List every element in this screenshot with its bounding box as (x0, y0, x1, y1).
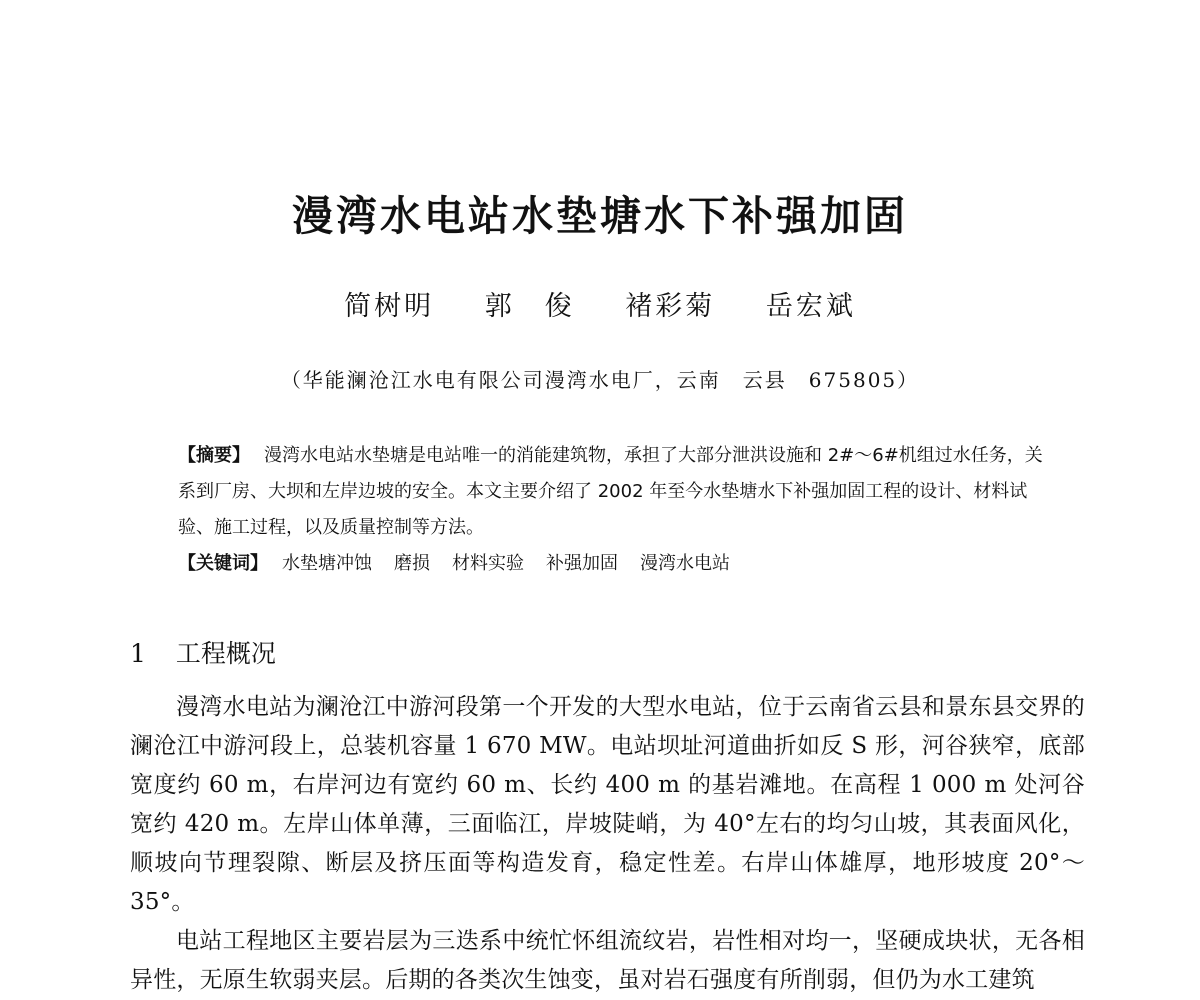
paper-title: 漫湾水电站水垫塘水下补强加固 (292, 192, 908, 240)
affiliation: （华能澜沧江水电有限公司漫湾水电厂，云南 云县 675805） (280, 368, 920, 392)
keywords-label: 【关键词】 (178, 553, 268, 574)
section-number: 1 (130, 639, 146, 668)
author-name: 褚彩菊 (625, 291, 716, 322)
keyword: 磨损 (394, 553, 430, 574)
author-name: 岳宏斌 (765, 291, 856, 322)
abstract (178, 438, 1048, 546)
keyword: 补强加固 (546, 553, 618, 574)
keyword: 漫湾水电站 (640, 553, 730, 574)
section-title: 工程概况 (175, 639, 276, 668)
section-heading (130, 634, 276, 670)
abstract-label: 【摘要】 (178, 445, 250, 466)
author-name: 郭 俊 (484, 291, 575, 322)
keywords (178, 546, 1048, 582)
body-text (130, 688, 1085, 1000)
body-paragraph: 电站工程地区主要岩层为三迭系中统忙怀组流纹岩，岩性相对均一，坚硬成块状，无各相异性，无原生软弱夹层。后期的各类次生蚀变，虽对岩石强度有所削弱，但仍为水工建筑 (130, 928, 1085, 993)
body-paragraph: 漫湾水电站为澜沧江中游河段第一个开发的大型水电站，位于云南省云县和景东县交界的澜沧江中游河段上，总装机容量 1 670 MW。电站坝址河道曲折如反 S 形，河谷狭窄，底部宽度约 60 m，右岸河边有宽约 60 m、长约 400 m 的基岩滩地。在高程 1 000 m 处河谷宽约 420 m。左岸山体单薄，三面临江，岸坡陡峭，为 40°左右的均匀山坡，其表面风化，顺坡向节理裂隙、断层及挤压面等构造发育，稳定性差。右岸山体雄厚，地形坡度 20°～35°。 (130, 694, 1085, 915)
author-list (0, 284, 1200, 323)
abstract-text: 漫湾水电站水垫塘是电站唯一的消能建筑物，承担了大部分泄洪设施和 2#～6#机组过水任务，关系到厂房、大坝和左岸边坡的安全。本文主要介绍了 2002 年至今水垫塘水下补强加固工程的设计、材料试验、施工过程，以及质量控制等方法。 (178, 445, 1043, 538)
keyword: 水垫塘冲蚀 (282, 553, 372, 574)
abstract-block (178, 438, 1048, 582)
keyword: 材料实验 (452, 553, 524, 574)
author-name: 简树明 (344, 291, 435, 322)
